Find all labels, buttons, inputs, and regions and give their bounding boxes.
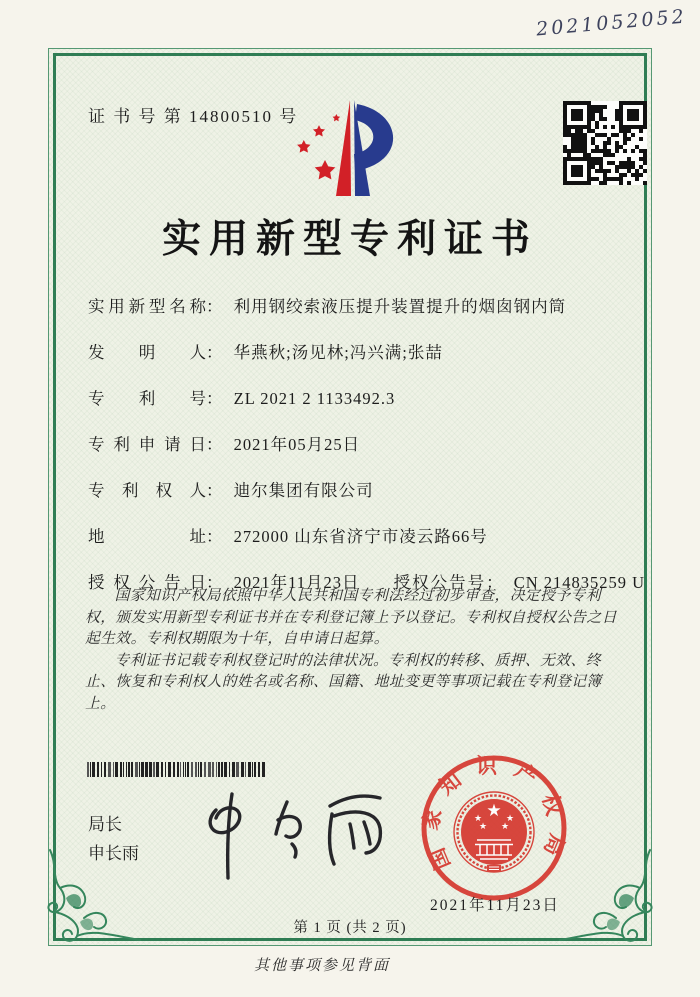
barcode-icon xyxy=(85,762,271,777)
field-list xyxy=(88,294,646,616)
legal-paragraph: 专利证书记载专利权登记时的法律状况。专利权的转移、质押、无效、终止、恢复和专利权人的姓名或名称、国籍、地址变更等事项记载在专利登记簿上。 xyxy=(85,652,602,712)
svg-text:★: ★ xyxy=(473,814,483,824)
seal-text: 国家知识产权局 xyxy=(417,754,571,874)
back-side-note: 其他事项参见背面 xyxy=(253,958,390,974)
field-label: 专利申请日 xyxy=(88,435,206,454)
field-row-filing-date: 专利申请日： 2021年05月25日 xyxy=(88,432,642,458)
field-value: 2021年05月25日 xyxy=(233,435,361,454)
field-value: 利用钢绞索液压提升装置提升的烟囱钢内筒 xyxy=(233,297,567,316)
grant-date-label: 授权公告日 xyxy=(88,573,206,592)
field-row-inventors: 发明人： 华燕秋;汤见林;冯兴满;张喆 xyxy=(88,340,642,366)
national-emblem xyxy=(454,792,534,872)
field-row-address: 地址： 272000 山东省济宁市凌云路66号 xyxy=(88,524,642,550)
director-title: 局长 xyxy=(88,815,122,834)
page-number: 第 1 页 (共 2 页) xyxy=(293,920,407,936)
director-signature-icon xyxy=(192,780,402,880)
svg-text:★: ★ xyxy=(486,801,502,821)
field-value: ZL 2021 2 1133492.3 xyxy=(233,389,396,408)
seal-date: 2021年11月23日 xyxy=(430,897,560,914)
field-row-patentee: 专利权人： 迪尔集团有限公司 xyxy=(88,478,642,504)
field-label: 地址 xyxy=(88,527,206,546)
cnipa-logo-icon xyxy=(283,92,423,204)
field-value: 迪尔集团有限公司 xyxy=(233,481,374,500)
field-row-grant: 授权公告日： 2021年11月23日 授权公告号： CN 214835259 U xyxy=(88,570,642,596)
field-label: 发明人 xyxy=(88,343,206,362)
svg-text:★: ★ xyxy=(478,822,488,832)
qr-code-icon xyxy=(563,101,647,185)
field-label: 专利号 xyxy=(88,389,206,408)
handwritten-serial-number: 2021052052 xyxy=(535,5,688,41)
certificate-title: 实用新型专利证书 xyxy=(161,218,538,261)
svg-text:★: ★ xyxy=(505,814,515,824)
grant-no-value: CN 214835259 U xyxy=(513,573,646,592)
legal-text xyxy=(85,586,617,716)
field-row-patent-no: 专利号： ZL 2021 2 1133492.3 xyxy=(88,386,642,412)
grant-date-value: 2021年11月23日 xyxy=(233,573,360,592)
field-row-name: 实用新型名称： 利用钢绞索液压提升装置提升的烟囱钢内筒 xyxy=(88,294,642,320)
field-value: 华燕秋;汤见林;冯兴满;张喆 xyxy=(233,343,443,362)
certificate-number: 证 书 号 第 14800510 号 xyxy=(88,107,299,126)
director-block xyxy=(88,810,139,868)
legal-paragraph: 国家知识产权局依照中华人民共和国专利法经过初步审查，决定授予专利权，颁发实用新型专利证书并在专利登记簿上予以登记。专利权自授权公告之日起生效。专利权期限为十年，自申请日起算。 xyxy=(85,588,617,648)
field-label: 实用新型名称 xyxy=(88,297,206,316)
director-name: 申长雨 xyxy=(88,844,139,863)
svg-text:★: ★ xyxy=(500,822,510,832)
grant-no-label: 授权公告号 xyxy=(393,573,487,592)
cnipa-seal-icon xyxy=(414,748,574,908)
field-value: 272000 山东省济宁市凌云路66号 xyxy=(233,527,488,546)
field-label: 专利权人 xyxy=(88,481,206,500)
